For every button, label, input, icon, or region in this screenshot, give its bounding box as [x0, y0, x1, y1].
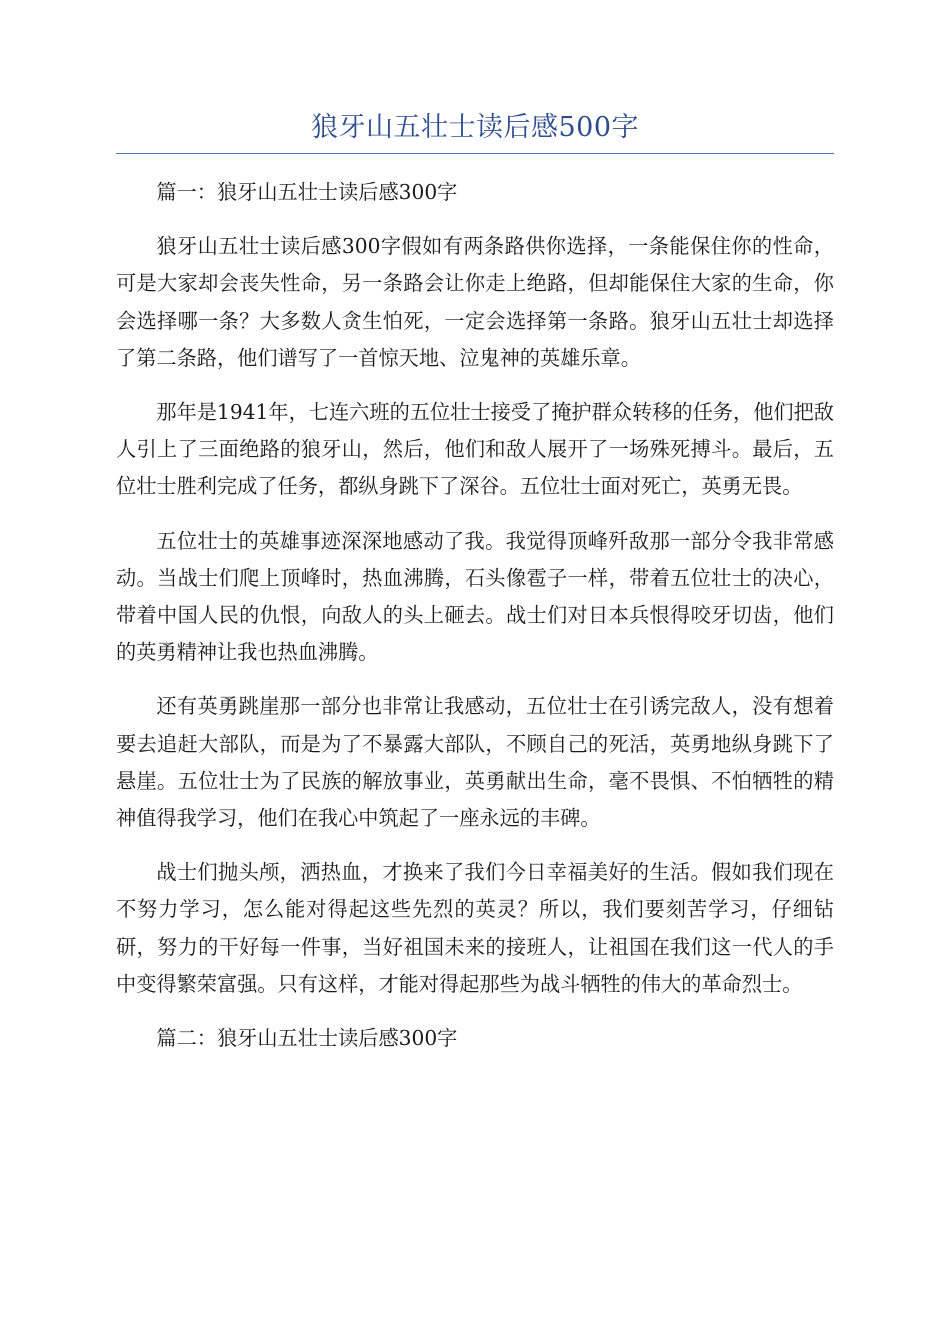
body-paragraph: 狼牙山五壮士读后感300字假如有两条路供你选择，一条能保住你的性命，可是大家却会丧失性命，另一条路会让你走上绝路，但却能保住大家的生命，你会选择哪一条？大多数人贪生怕死，一定会选择第一条路。狼牙山五壮士却选择了第二条路，他们谱写了一首惊天地、泣鬼神的英雄乐章。: [116, 234, 834, 370]
document-title: 狼牙山五壮士读后感500字: [310, 112, 640, 143]
title-underline: [116, 153, 834, 154]
body-paragraph: 还有英勇跳崖那一部分也非常让我感动，五位壮士在引诱完敌人，没有想着要去追赶大部队，而是为了不暴露大部队，不顾自己的死活，英勇地纵身跳下了悬崖。五位壮士为了民族的解放事业，英勇献出生命，毫不畏惧、不怕牺牲的精神值得我学习，他们在我心中筑起了一座永远的丰碑。: [116, 694, 834, 831]
section-heading: 篇二：狼牙山五壮士读后感300字: [156, 1026, 458, 1051]
body-paragraph: 那年是1941年，七连六班的五位壮士接受了掩护群众转移的任务，他们把敌人引上了三面绝路的狼牙山，然后，他们和敌人展开了一场殊死搏斗。最后，五位壮士胜利完成了任务，都纵身跳下了深谷。五位壮士面对死亡，英勇无畏。: [116, 400, 834, 499]
body-paragraph: 五位壮士的英雄事迹深深地感动了我。我觉得顶峰歼敌那一部分令我非常感动。当战士们爬上顶峰时，热血沸腾，石头像雹子一样，带着五位壮士的决心，带着中国人民的仇恨，向敌人的头上砸去。战士们对日本兵恨得咬牙切齿，他们的英勇精神让我也热血沸腾。: [116, 528, 834, 665]
document-body: [116, 174, 834, 1074]
section-heading: 篇一：狼牙山五壮士读后感300字: [156, 180, 458, 204]
body-paragraph: 战士们抛头颅，洒热血，才换来了我们今日幸福美好的生活。假如我们现在不努力学习，怎么能对得起这些先烈的英灵？所以，我们要刻苦学习，仔细钻研，努力的干好每一件事，当好祖国未来的接班人，让祖国在我们这一代人的手中变得繁荣富强。只有这样，才能对得起那些为战斗牺牲的伟大的革命烈士。: [116, 860, 834, 996]
